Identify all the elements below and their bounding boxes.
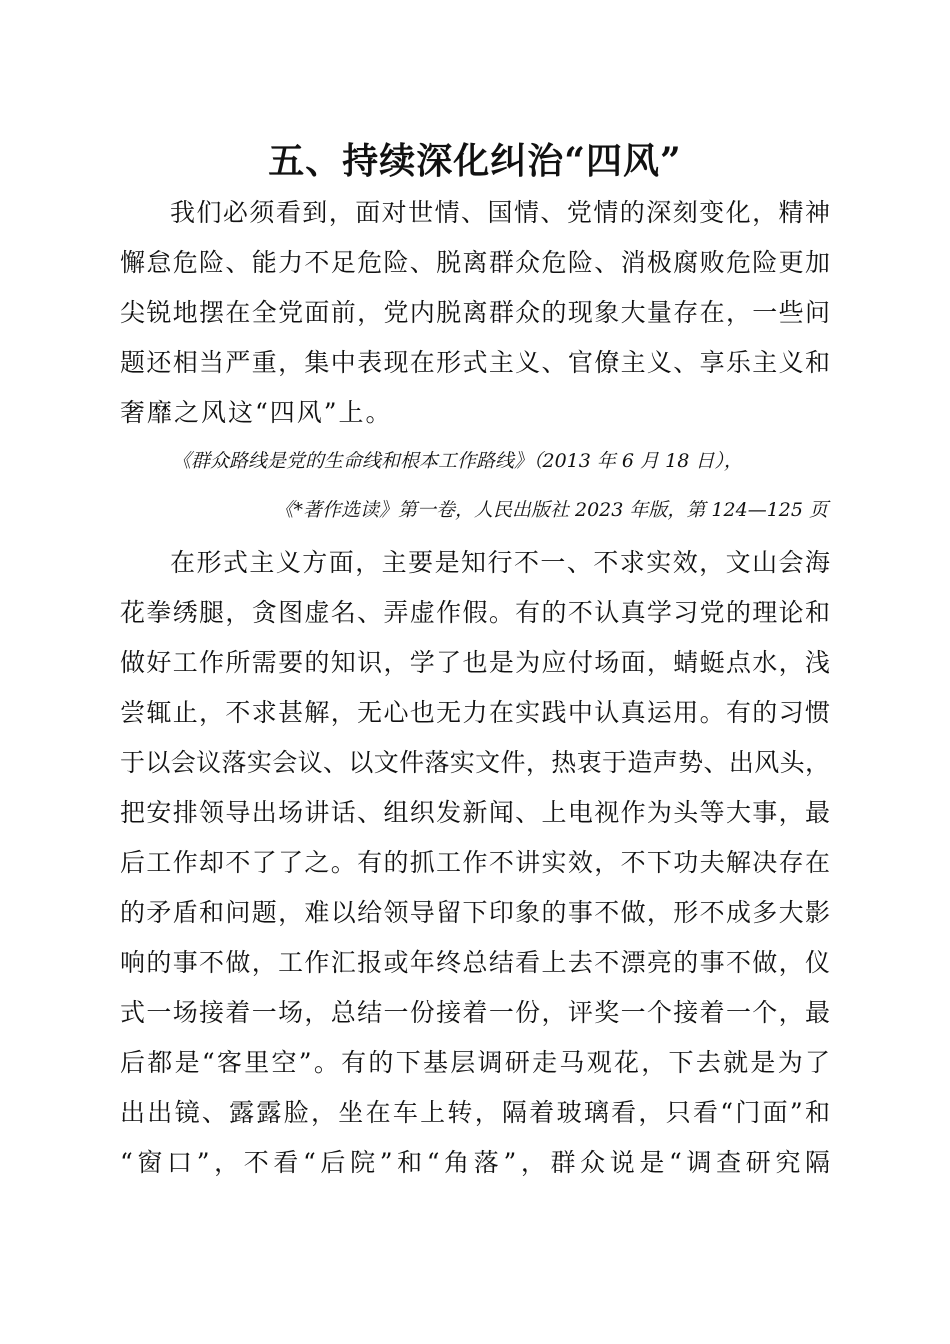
paragraph1-line-5: 奢靡之风这“四风”上。 — [120, 398, 393, 427]
citation-line-1: 《群众路线是党的生命线和根本工作路线》（2013 年 6 月 18 日）， — [172, 450, 743, 472]
paragraph2-line-3: 做好工作所需要的知识，学了也是为应付场面，蜻蜓点水，浅 — [120, 648, 830, 677]
paragraph2-line-2: 花拳绣腿，贪图虚名、弄虚作假。有的不认真学习党的理论和 — [120, 598, 830, 627]
paragraph2-line-10: 式一场接着一场，总结一份接着一份，评奖一个接着一个，最 — [120, 998, 830, 1027]
paragraph1-line-2: 懈怠危险、能力不足危险、脱离群众危险、消极腐败危险更加 — [120, 248, 830, 277]
paragraph2-line-7: 后工作却不了了之。有的抓工作不讲实效，不下功夫解决存在 — [120, 848, 830, 877]
paragraph2-line-4: 尝辄止，不求甚解，无心也无力在实践中认真运用。有的习惯 — [120, 698, 830, 727]
paragraph2-line-11: 后都是“客里空”。有的下基层调研走马观花，下去就是为了 — [120, 1048, 830, 1077]
paragraph2-line-12: 出出镜、露露脸，坐在车上转，隔着玻璃看，只看“门面”和 — [120, 1098, 830, 1127]
paragraph1-line-1: 我们必须看到，面对世情、国情、党情的深刻变化，精神 — [170, 198, 830, 227]
paragraph2-line-1: 在形式主义方面，主要是知行不一、不求实效，文山会海 — [170, 548, 830, 577]
paragraph2-line-9: 响的事不做，工作汇报或年终总结看上去不漂亮的事不做，仪 — [120, 948, 830, 977]
paragraph2-line-13: “窗口”，不看“后院”和“角落”，群众说是“调查研究隔 — [120, 1148, 830, 1177]
citation-line-2: 《*著作选读》第一卷，人民出版社 2023 年版，第 124—125 页 — [274, 499, 828, 521]
paragraph2-line-5: 于以会议落实会议、以文件落实文件，热衷于造声势、出风头， — [120, 748, 830, 777]
paragraph2-line-8: 的矛盾和问题，难以给领导留下印象的事不做，形不成多大影 — [120, 898, 830, 927]
paragraph1-line-3: 尖锐地摆在全党面前，党内脱离群众的现象大量存在，一些问 — [120, 298, 830, 327]
paragraph2-line-6: 把安排领导出场讲话、组织发新闻、上电视作为头等大事，最 — [120, 798, 830, 827]
paragraph1-line-4: 题还相当严重，集中表现在形式主义、官僚主义、享乐主义和 — [120, 348, 830, 377]
page-title: 五、持续深化纠治“四风” — [268, 140, 682, 182]
